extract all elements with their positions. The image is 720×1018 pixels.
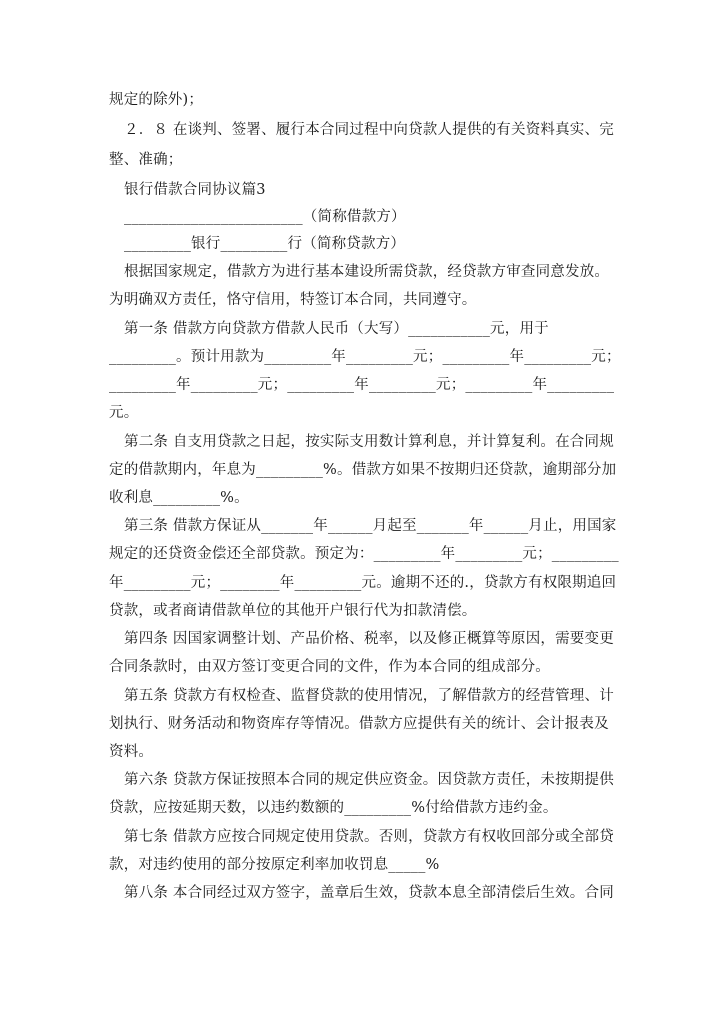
- lender-line: _________银行_________行（简称贷款方）: [124, 236, 406, 252]
- article-6-line-1: 第六条 贷款方保证按照本合同的规定供应资金。因贷款方责任，未按期提供: [124, 772, 614, 788]
- article-3-line-3: 年_________元；________年_________元。逾期不还的.，贷款方有权限期追回: [109, 575, 617, 591]
- article-3-line-1: 第三条 借款方保证从_______年______月起至_______年______月止，用国家: [124, 518, 617, 534]
- article-7-line-1: 第七条 借款方应按合同规定使用贷款。否则，贷款方有权收回部分或全部贷: [124, 829, 614, 845]
- article-1-line-1: 第一条 借款方向贷款方借款人民币（大写）___________元，用于: [124, 321, 549, 337]
- article-2-line-1: 第二条 自支用贷款之日起，按实际支用数计算利息，并计算复利。在合同规: [124, 434, 614, 450]
- section-heading: 银行借款合同协议篇3: [124, 182, 266, 198]
- article-5-line-1: 第五条 贷款方有权检查、监督贷款的使用情况，了解借款方的经营管理、计: [124, 688, 614, 704]
- text-line-7: 根据国家规定，借款方为进行基本建设所需贷款，经贷款方审查同意发放。: [124, 264, 610, 280]
- article-5-line-3: 资料。: [109, 744, 154, 760]
- text-line-2: ２．８ 在谈判、签署、履行本合同过程中向贷款人提供的有关资料真实、完: [124, 122, 614, 138]
- article-2-line-3: 收利息_________%。: [109, 490, 249, 506]
- text-line-8: 为明确双方责任，恪守信用，特签订本合同，共同遵守。: [109, 292, 477, 308]
- article-1-line-4: 元。: [109, 405, 139, 421]
- borrower-line: ________________________（简称借款方）: [124, 209, 406, 225]
- article-7-line-2: 款，对违约使用的部分按原定利率加收罚息_____%: [109, 857, 440, 873]
- text-line-1: 规定的除外)；: [109, 92, 204, 108]
- article-1-line-2: _________。预计用款为_________年_________元；_________年_________元；: [109, 349, 621, 365]
- article-1-line-3: _________年_________元；_________年_________元；_________年_________: [109, 377, 615, 393]
- article-5-line-2: 划执行、财务活动和物资库存等情况。借款方应提供有关的统计、会计报表及: [109, 716, 609, 732]
- article-8-line-1: 第八条 本合同经过双方签字，盖章后生效，贷款本息全部清偿后生效。合同: [124, 885, 614, 901]
- article-3-line-4: 贷款，或者商请借款单位的其他开户银行代为扣款清偿。: [109, 603, 477, 619]
- article-3-line-2: 规定的还贷资金偿还全部贷款。预定为：_________年_________元；_________: [109, 546, 619, 562]
- article-4-line-1: 第四条 因国家调整计划、产品价格、税率，以及修正概算等原因，需要变更: [124, 631, 614, 647]
- article-6-line-2: 贷款，应按延期天数，以违约数额的_________%付给借款方违约金。: [109, 800, 558, 816]
- article-2-line-2: 定的借款期内，年息为_________%。借款方如果不按期归还贷款，逾期部分加: [109, 462, 617, 478]
- article-4-line-2: 合同条款时，由双方签订变更合同的文件，作为本合同的组成部分。: [109, 659, 550, 675]
- text-line-3: 整、准确；: [109, 152, 183, 168]
